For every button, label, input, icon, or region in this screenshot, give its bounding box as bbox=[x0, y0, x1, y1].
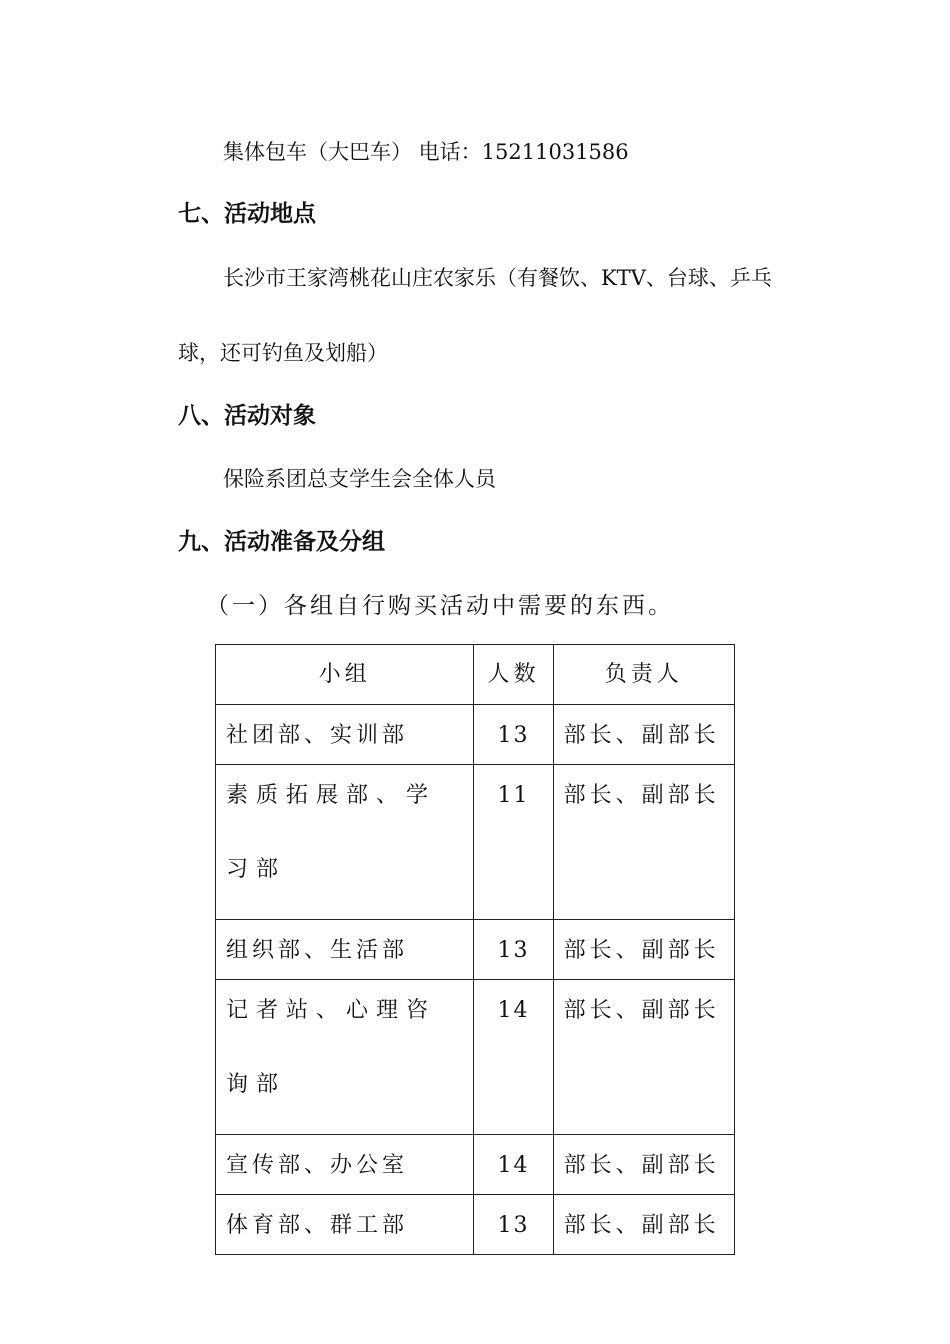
location-line-1: 长沙市王家湾桃花山庄农家乐（有餐饮、KTV、台球、乒乓 bbox=[223, 266, 772, 290]
table-row bbox=[216, 765, 735, 920]
groups-table bbox=[215, 644, 735, 1255]
leader-cell: 部长、副部长 bbox=[563, 998, 720, 1023]
count-cell: 14 bbox=[497, 1153, 530, 1178]
table-row bbox=[216, 1195, 735, 1255]
table-header-row bbox=[216, 645, 735, 705]
location-line-2: 球，还可钓鱼及划船） bbox=[178, 341, 388, 365]
group-cell: 组织部、生活部 bbox=[226, 938, 409, 963]
count-cell: 13 bbox=[497, 938, 530, 963]
section-heading-preparation: 九、活动准备及分组 bbox=[178, 529, 385, 555]
section-heading-audience: 八、活动对象 bbox=[178, 403, 316, 429]
group-cell: 记者站、心理咨询部 bbox=[226, 998, 437, 1097]
leader-cell: 部长、副部长 bbox=[563, 783, 720, 808]
leader-cell: 部长、副部长 bbox=[563, 723, 720, 748]
count-cell: 13 bbox=[497, 723, 530, 748]
count-cell: 13 bbox=[497, 1213, 530, 1238]
header-group: 小组 bbox=[216, 645, 474, 705]
leader-cell: 部长、副部长 bbox=[563, 1213, 720, 1238]
group-cell: 体育部、群工部 bbox=[226, 1213, 409, 1238]
group-cell: 素质拓展部、学习部 bbox=[226, 783, 437, 882]
table-row bbox=[216, 980, 735, 1135]
transport-line: 集体包车（大巴车） 电话：15211031586 bbox=[223, 140, 629, 164]
table-row bbox=[216, 1135, 735, 1195]
audience-line: 保险系团总支学生会全体人员 bbox=[223, 467, 496, 491]
header-leader: 负责人 bbox=[553, 645, 734, 705]
leader-cell: 部长、副部长 bbox=[563, 938, 720, 963]
count-cell: 11 bbox=[497, 783, 530, 808]
leader-cell: 部长、副部长 bbox=[563, 1153, 720, 1178]
count-cell: 14 bbox=[497, 998, 530, 1023]
header-count: 人数 bbox=[474, 645, 553, 705]
section-heading-location: 七、活动地点 bbox=[178, 201, 316, 227]
preparation-subheading: （一）各组自行购买活动中需要的东西。 bbox=[206, 593, 674, 619]
group-cell: 宣传部、办公室 bbox=[226, 1153, 409, 1178]
group-cell: 社团部、实训部 bbox=[226, 723, 409, 748]
